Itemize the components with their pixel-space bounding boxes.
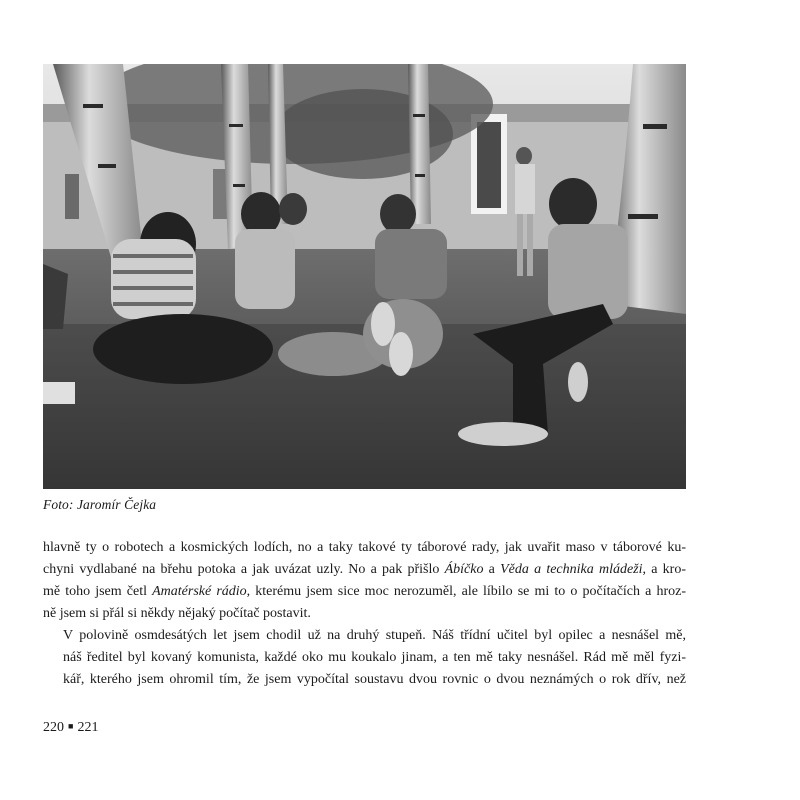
photo-caption: Foto: Jaromír Čejka [43, 497, 157, 512]
text-run: hlavně ty o robotech a kosmických lodích, no a taky takové ty táborové rady, jak uvařit maso v táborové ku- [43, 540, 686, 555]
title-veda-a-technika: Věda a technika mládeži [500, 562, 643, 577]
text-run: , kterému jsem sice moc nerozuměl, ale líbilo se mi to o počítačích a hroz- [246, 584, 686, 599]
title-amaterske-radio: Amatérské rádio [152, 584, 247, 599]
text-run: mě toho jsem četl [43, 584, 153, 599]
text-line [43, 581, 686, 603]
paragraph-1 [43, 537, 686, 625]
photograph [43, 64, 686, 489]
text-run: chyni vydlabané na břehu potoka a jak uvázat uzly. No a pak přišlo [43, 562, 445, 577]
right-page-number: 221 [77, 720, 99, 735]
text-line: kář, kterého jsem ohromil tím, že jsem vypočítal soustavu dvou rovnic o dvou neznámých o rok dřív, než [63, 672, 686, 687]
text-line [43, 559, 686, 581]
text-run: a [483, 562, 501, 577]
page-numbers [43, 720, 98, 736]
body-text [43, 537, 686, 691]
text-run: ně jsem si přál si někdy nějaký počítač postavit. [43, 606, 311, 621]
paragraph-2 [43, 625, 686, 691]
left-page-number: 220 [43, 720, 64, 735]
text-line [43, 537, 686, 559]
text-line [43, 603, 686, 625]
text-run: , a kro- [642, 562, 686, 577]
text-line: V polovině osmdesátých let jsem chodil už na druhý stupeň. Náš třídní učitel byl opilec a nesnášel mě, [63, 628, 686, 643]
folio-separator: ■ [68, 721, 74, 731]
title-abicko: Ábíčko [444, 562, 484, 577]
text-line: náš ředitel byl kovaný komunista, každé oko mu koukalo jinam, a ten mě taky nesnášel. Rád mě měl fyzi- [63, 650, 686, 665]
